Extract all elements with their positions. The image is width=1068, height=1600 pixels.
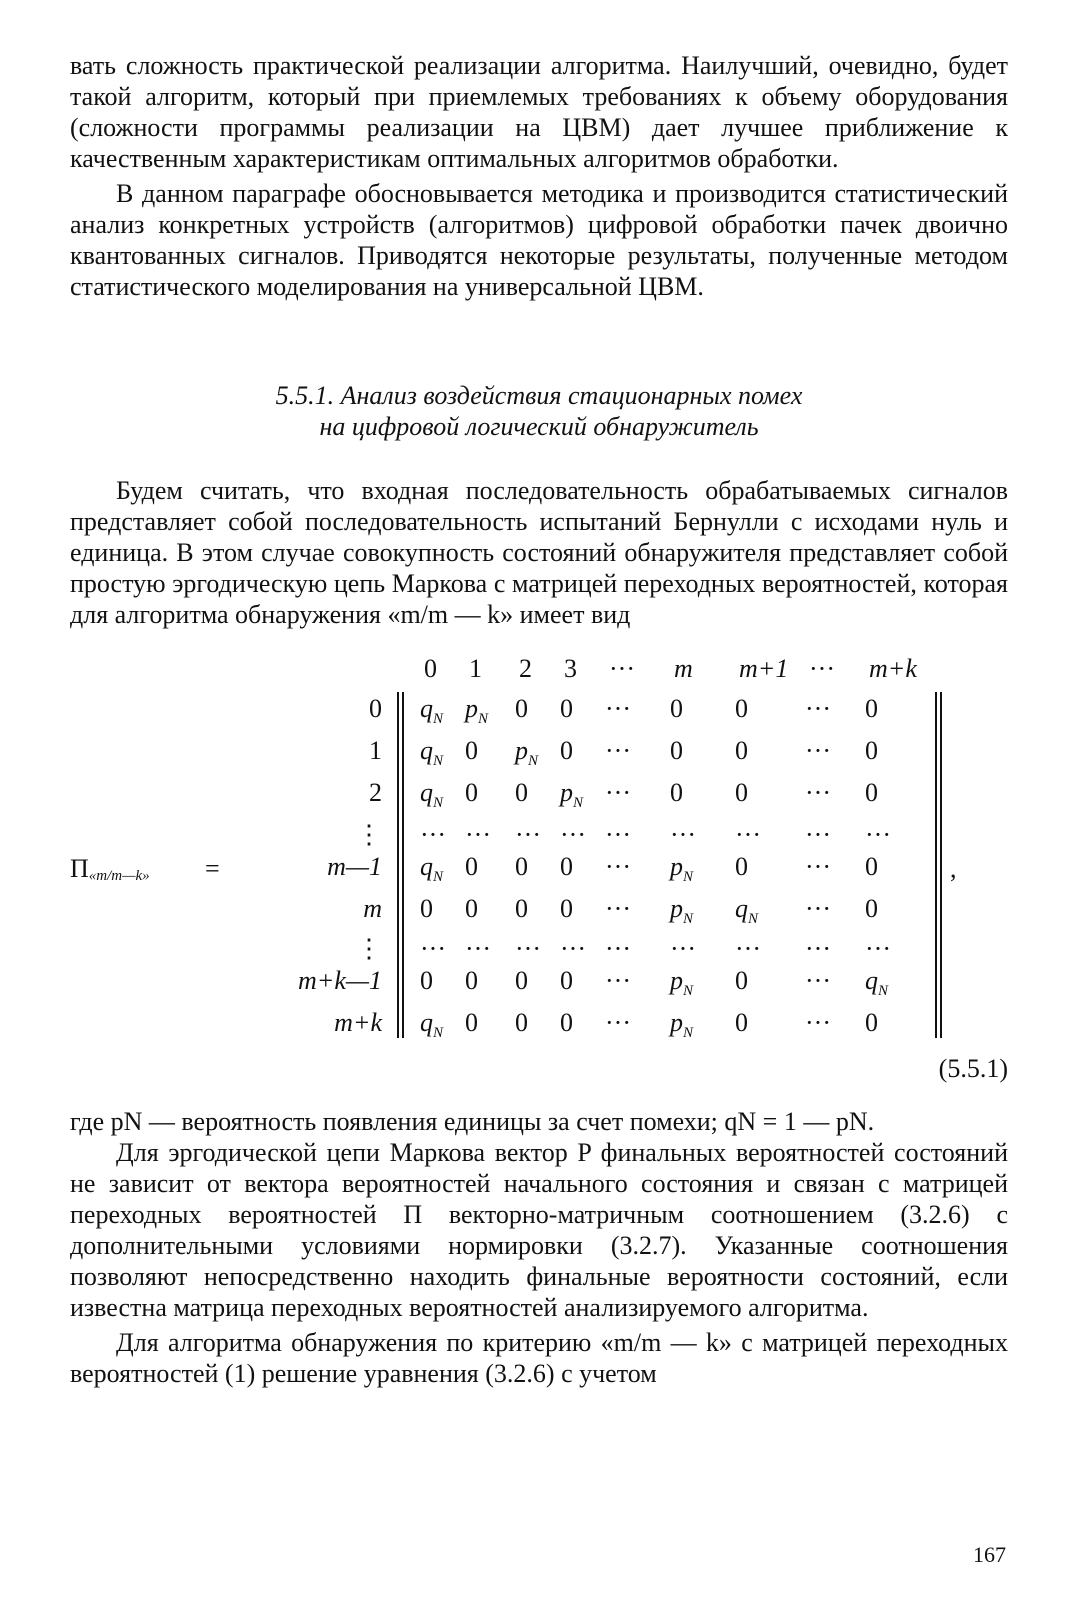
section-title-line-1: 5.5.1. Анализ воздействия стационарных помех bbox=[275, 381, 803, 410]
matrix-cell: ··· bbox=[605, 852, 631, 881]
matrix-cell: ··· bbox=[560, 934, 586, 963]
matrix-cell: $q_N$ bbox=[865, 966, 889, 999]
matrix-cell: ··· bbox=[735, 934, 761, 963]
page-content bbox=[70, 50, 1008, 1389]
matrix-cell: ··· bbox=[465, 820, 491, 849]
matrix-cell: ··· bbox=[735, 820, 761, 849]
matrix-cell: ··· bbox=[605, 820, 631, 849]
matrix-cell: 0 bbox=[670, 778, 683, 807]
matrix-cell: ··· bbox=[865, 820, 891, 849]
matrix-col-header: m+k bbox=[869, 654, 917, 683]
matrix-col-header: 0 bbox=[424, 654, 437, 683]
matrix-cell: ··· bbox=[420, 934, 446, 963]
matrix-cell: $p_N$ bbox=[670, 894, 694, 927]
transition-matrix-equation bbox=[70, 654, 1008, 1094]
matrix-label bbox=[70, 854, 150, 885]
matrix-cell: 0 bbox=[560, 694, 573, 723]
matrix-left-bar-2 bbox=[402, 692, 404, 1038]
matrix-cell: 0 bbox=[420, 894, 433, 923]
matrix-cell: ··· bbox=[805, 1008, 831, 1037]
matrix-cell: 0 bbox=[465, 966, 478, 995]
matrix-cell: 0 bbox=[515, 852, 528, 881]
matrix-label-main: П bbox=[70, 854, 89, 883]
matrix-cell: 0 bbox=[865, 894, 878, 923]
matrix-cell: $q_N$ bbox=[420, 1008, 444, 1041]
matrix-cell: ··· bbox=[515, 820, 541, 849]
matrix-cell: 0 bbox=[865, 736, 878, 765]
matrix-cell: 0 bbox=[735, 852, 748, 881]
matrix-cell: 0 bbox=[560, 852, 573, 881]
matrix-cell: $p_N$ bbox=[670, 1008, 694, 1041]
matrix-cell: 0 bbox=[515, 894, 528, 923]
matrix-cell: 0 bbox=[670, 736, 683, 765]
matrix-cell: ··· bbox=[465, 934, 491, 963]
matrix-right-bar-1 bbox=[935, 692, 937, 1038]
matrix-cell: 0 bbox=[560, 1008, 573, 1037]
matrix-cell: 0 bbox=[465, 736, 478, 765]
matrix-cell: $q_N$ bbox=[420, 852, 444, 885]
matrix-cell: ··· bbox=[605, 894, 631, 923]
matrix-cell: 0 bbox=[735, 736, 748, 765]
intro-paragraph-1: вать сложность практической реализации алгоритма. Наилучший, очевидно, будет такой алгоритм, который при приемлемых требованиях к объему оборудования (сложности программы реализации на ЦВМ) дает лучшее приближение к качественным характеристикам оптимальных алгоритмов обработки. bbox=[70, 51, 1008, 173]
matrix-cell: 0 bbox=[560, 966, 573, 995]
matrix-right-bar-2 bbox=[940, 692, 942, 1038]
matrix-cell: ··· bbox=[865, 934, 891, 963]
matrix-cell: 0 bbox=[515, 966, 528, 995]
matrix-cell: 0 bbox=[420, 966, 433, 995]
matrix-cell: ··· bbox=[805, 852, 831, 881]
matrix-label-subscript: «m/m—k» bbox=[88, 868, 150, 884]
matrix-cell: 0 bbox=[465, 1008, 478, 1037]
matrix-col-header: ··· bbox=[809, 654, 835, 683]
matrix-cell: ··· bbox=[670, 934, 696, 963]
matrix-row-label: m+k—1 bbox=[298, 966, 382, 995]
matrix-cell: 0 bbox=[735, 694, 748, 723]
matrix-cell: ··· bbox=[515, 934, 541, 963]
matrix-cell: 0 bbox=[735, 1008, 748, 1037]
matrix-cell: $p_N$ bbox=[670, 966, 694, 999]
matrix-cell: ··· bbox=[805, 736, 831, 765]
matrix-cell: 0 bbox=[465, 894, 478, 923]
matrix-row-label: m—1 bbox=[327, 852, 382, 881]
matrix-row-label: 2 bbox=[369, 778, 382, 807]
matrix-cell: ··· bbox=[605, 778, 631, 807]
matrix-row-label: ⋮ bbox=[356, 820, 382, 849]
intro-paragraph-2: В данном параграфе обосновывается методика и производится статистический анализ конкретных устройств (алгоритмов) цифровой обработки пачек двоично квантованных сигналов. Приводятся некоторые результаты, полученные методом статистического моделирования на универсальной ЦВМ. bbox=[70, 179, 1008, 301]
section-heading bbox=[70, 380, 1008, 442]
matrix-cell: ··· bbox=[605, 1008, 631, 1037]
matrix-cell: 0 bbox=[515, 1008, 528, 1037]
matrix-col-header: 1 bbox=[469, 654, 482, 683]
page-number: 167 bbox=[973, 1542, 1006, 1567]
matrix-col-header: m bbox=[674, 654, 693, 683]
matrix-cell: $p_N$ bbox=[515, 736, 539, 769]
matrix-cell: 0 bbox=[670, 694, 683, 723]
matrix-cell: 0 bbox=[515, 778, 528, 807]
after-paragraph-1: где pN — вероятность появления единицы за счет помехи; qN = 1 — pN. bbox=[70, 1107, 875, 1136]
matrix-cell: 0 bbox=[865, 694, 878, 723]
matrix-cell: ··· bbox=[805, 934, 831, 963]
after-paragraph-2: Для эргодической цепи Маркова вектор P финальных вероятностей состояний не зависит от вектора вероятностей начального состояния и связан с матрицей переходных вероятностей П векторно-матричным соотношением (3.2.6) с дополнительными условиями нормировки (3.2.7). Указанные соотношения позволяют непосредственно находить финальные вероятности состояний, если известна матрица переходных вероятностей анализируемого алгоритма. bbox=[70, 1138, 1008, 1322]
matrix-cell: ··· bbox=[805, 894, 831, 923]
matrix-cell: 0 bbox=[735, 966, 748, 995]
matrix-cell: 0 bbox=[465, 778, 478, 807]
matrix-cell: 0 bbox=[735, 778, 748, 807]
matrix-cell: $p_N$ bbox=[670, 852, 694, 885]
matrix-cell: $q_N$ bbox=[420, 778, 444, 811]
matrix-cell: ··· bbox=[605, 934, 631, 963]
matrix-cell: $q_N$ bbox=[735, 894, 759, 927]
body-paragraph-1: Будем считать, что входная последовательность обрабатываемых сигналов представляет собой последовательность испытаний Бернулли с исходами нуль и единица. В этом случае совокупность состояний обнаружителя представляет собой простую эргодическую цепь Маркова с матрицей переходных вероятностей, которая для алгоритма обнаружения «m/m — k» имеет вид bbox=[70, 476, 1008, 629]
matrix-row-label: m bbox=[363, 894, 382, 923]
matrix-cell: $q_N$ bbox=[420, 694, 444, 727]
matrix-cell: 0 bbox=[560, 736, 573, 765]
matrix-cell: 0 bbox=[865, 1008, 878, 1037]
matrix-cell: $p_N$ bbox=[465, 694, 489, 727]
matrix-row-label: ⋮ bbox=[356, 934, 382, 963]
matrix-cell: 0 bbox=[865, 852, 878, 881]
matrix-col-header: ··· bbox=[609, 654, 635, 683]
matrix-row-label: 0 bbox=[369, 694, 382, 723]
matrix-cell: $q_N$ bbox=[420, 736, 444, 769]
after-paragraph-3: Для алгоритма обнаружения по критерию «m/m — k» с матрицей переходных вероятностей (1) решение уравнения (3.2.6) с учетом bbox=[70, 1328, 1008, 1388]
matrix-cell: ··· bbox=[805, 820, 831, 849]
equals-sign: = bbox=[205, 854, 220, 883]
matrix-row-label: 1 bbox=[369, 736, 382, 765]
matrix-row-label: m+k bbox=[334, 1008, 382, 1037]
matrix-cell: ··· bbox=[670, 820, 696, 849]
matrix-cell: ··· bbox=[605, 966, 631, 995]
matrix-cell: $p_N$ bbox=[560, 778, 584, 811]
matrix-col-header: m+1 bbox=[739, 654, 789, 683]
matrix-cell: 0 bbox=[465, 852, 478, 881]
matrix-left-bar-1 bbox=[397, 692, 399, 1038]
matrix-col-header: 3 bbox=[564, 654, 577, 683]
section-title-line-2: на цифровой логический обнаружитель bbox=[319, 412, 759, 441]
matrix-cell: ··· bbox=[805, 694, 831, 723]
matrix-cell: ··· bbox=[605, 736, 631, 765]
matrix-cell: ··· bbox=[560, 820, 586, 849]
matrix-cell: 0 bbox=[865, 778, 878, 807]
matrix-cell: ··· bbox=[805, 778, 831, 807]
matrix-cell: ··· bbox=[420, 820, 446, 849]
matrix-col-header: 2 bbox=[519, 654, 532, 683]
matrix-trailing-comma: , bbox=[950, 854, 957, 883]
matrix-cell: ··· bbox=[605, 694, 631, 723]
matrix-cell: 0 bbox=[560, 894, 573, 923]
matrix-cell: ··· bbox=[805, 966, 831, 995]
equation-number: (5.5.1) bbox=[938, 1054, 1008, 1083]
matrix-cell: 0 bbox=[515, 694, 528, 723]
